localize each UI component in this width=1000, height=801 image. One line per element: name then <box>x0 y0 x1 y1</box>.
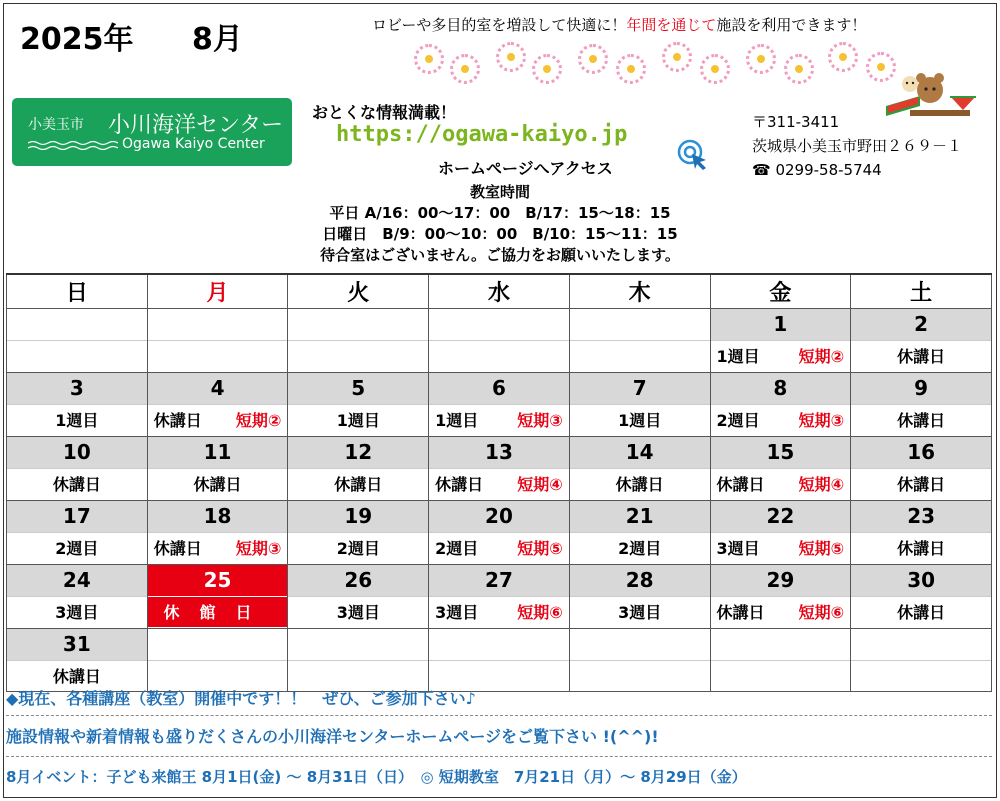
day-note: 2週目 <box>570 532 710 563</box>
day-note <box>429 532 569 563</box>
website-link[interactable]: https://ogawa-kaiyo.jp <box>336 122 628 147</box>
calendar-day-cell <box>288 564 429 628</box>
calendar-day-cell <box>147 308 288 372</box>
calendar-week-row <box>7 628 992 691</box>
promo-text: おとくな情報満載！ <box>312 103 457 122</box>
day-note <box>429 468 569 499</box>
day-note: 休館日 <box>148 596 288 627</box>
calendar-day-cell <box>288 500 429 564</box>
day-number <box>851 629 991 660</box>
day-note: 休講日 <box>851 532 991 563</box>
day-number: 11 <box>148 437 288 468</box>
day-note: 休講日 <box>288 468 428 499</box>
day-number: 3 <box>7 373 147 404</box>
class-status: 3週目 <box>716 538 760 558</box>
short-course-label: 短期③ <box>235 538 282 558</box>
hours-notice: 待合室はございません。ご協力をお願いいたします。 <box>320 246 680 264</box>
day-note: 1週目 <box>288 404 428 435</box>
day-note <box>148 532 288 563</box>
class-status: 休講日 <box>716 602 765 622</box>
short-course-label: 短期⑥ <box>798 602 845 622</box>
logo-city: 小美玉市 <box>28 117 84 133</box>
month-label: 8月 <box>192 22 243 57</box>
day-number: 24 <box>7 565 147 596</box>
short-course-label: 短期③ <box>798 410 845 430</box>
address-block <box>752 110 962 182</box>
day-note <box>148 404 288 435</box>
day-number: 12 <box>288 437 428 468</box>
calendar-day-cell <box>710 628 851 691</box>
firework-icon <box>662 42 692 72</box>
calendar-day-cell <box>710 436 851 500</box>
calendar-day-cell <box>288 372 429 436</box>
calendar-week-row <box>7 564 992 628</box>
street-address: 茨城県小美玉市野田２６９－１ <box>752 137 963 155</box>
calendar-day-cell <box>710 308 851 372</box>
day-number <box>570 629 710 660</box>
day-number: 14 <box>570 437 710 468</box>
class-status: 2週目 <box>716 410 760 430</box>
day-note <box>711 596 851 627</box>
day-note: 休講日 <box>851 596 991 627</box>
firework-icon <box>578 44 608 74</box>
calendar-day-cell <box>851 628 992 691</box>
day-number: 6 <box>429 373 569 404</box>
firework-icon <box>532 54 562 84</box>
day-note <box>711 340 851 371</box>
calendar-day-cell <box>147 436 288 500</box>
short-course-label: 短期⑤ <box>798 538 845 558</box>
logo-name: 小川海洋センター <box>108 113 284 138</box>
day-note <box>288 340 428 371</box>
footer-announcement: ◆現在、各種講座（教室）開催中です！！ ぜひ、ご参加下さい♪ <box>6 689 476 708</box>
day-number: 8 <box>711 373 851 404</box>
wave-icon <box>28 140 118 150</box>
day-number: 4 <box>148 373 288 404</box>
weekday-header: 火 <box>288 274 429 308</box>
tagline-post: 施設を利用できます！ <box>716 16 867 34</box>
calendar-day-cell <box>569 372 710 436</box>
calendar-day-cell <box>710 564 851 628</box>
click-cursor-icon <box>676 138 710 172</box>
day-number <box>288 629 428 660</box>
calendar-day-cell <box>429 564 570 628</box>
hours-title: 教室時間 <box>469 183 530 201</box>
weekday-header: 水 <box>429 274 570 308</box>
day-number: 28 <box>570 565 710 596</box>
day-number: 9 <box>851 373 991 404</box>
calendar-day-cell <box>7 628 148 691</box>
calendar-day-cell <box>429 628 570 691</box>
calendar-day-cell <box>288 436 429 500</box>
day-number: 21 <box>570 501 710 532</box>
day-note: 休講日 <box>7 660 147 691</box>
tagline-pre: ロビーや多目的室を増設して快適に！ <box>372 16 627 34</box>
day-number <box>148 629 288 660</box>
day-number: 17 <box>7 501 147 532</box>
calendar-day-cell <box>851 436 992 500</box>
divider <box>6 756 992 757</box>
class-status: 休講日 <box>153 410 202 430</box>
calendar-day-cell <box>710 372 851 436</box>
day-number: 2 <box>851 309 991 340</box>
day-note: 2週目 <box>7 532 147 563</box>
day-number: 27 <box>429 565 569 596</box>
day-note: 1週目 <box>570 404 710 435</box>
class-hours <box>260 182 740 266</box>
day-note: 休講日 <box>148 468 288 499</box>
day-number: 25 <box>148 565 288 596</box>
calendar-day-cell <box>569 564 710 628</box>
homepage-access-text: ホームページへアクセス <box>438 159 613 178</box>
day-note: 休講日 <box>851 340 991 371</box>
tagline <box>372 14 866 35</box>
calendar-day-cell <box>710 500 851 564</box>
firework-icon <box>414 44 444 74</box>
fireworks-decoration <box>410 40 900 88</box>
weekday-header: 月 <box>147 274 288 308</box>
day-number: 7 <box>570 373 710 404</box>
day-note: 休講日 <box>570 468 710 499</box>
day-number: 1 <box>711 309 851 340</box>
day-note <box>148 340 288 371</box>
day-number <box>711 629 851 660</box>
weekday-header: 土 <box>851 274 992 308</box>
calendar-week-row <box>7 372 992 436</box>
calendar-day-cell <box>7 308 148 372</box>
tagline-red: 年間を通じて <box>626 16 717 34</box>
weekday-header: 日 <box>7 274 148 308</box>
center-logo <box>12 98 292 166</box>
hours-weekday: 平日 A/16：00〜17：00 B/17：15〜18：15 <box>329 204 671 222</box>
calendar-day-cell <box>288 628 429 691</box>
calendar-day-cell <box>7 436 148 500</box>
calendar-day-cell <box>147 564 288 628</box>
day-number <box>7 309 147 340</box>
day-note: 休講日 <box>851 404 991 435</box>
calendar-day-cell <box>429 436 570 500</box>
day-note <box>570 340 710 371</box>
calendar-day-cell <box>147 372 288 436</box>
logo-english-name: Ogawa Kaiyo Center <box>122 136 265 152</box>
calendar-day-cell <box>7 564 148 628</box>
day-note: 3週目 <box>7 596 147 627</box>
firework-icon <box>616 54 646 84</box>
day-note <box>711 404 851 435</box>
short-course-label: 短期④ <box>798 474 845 494</box>
class-status: 1週目 <box>716 346 760 366</box>
calendar-day-cell <box>569 436 710 500</box>
day-number <box>148 309 288 340</box>
short-course-label: 短期⑤ <box>517 538 563 558</box>
calendar-day-cell <box>569 308 710 372</box>
calendar-day-cell <box>7 500 148 564</box>
short-course-label: 短期② <box>798 346 845 366</box>
calendar-week-row <box>7 308 992 372</box>
day-number <box>429 309 569 340</box>
day-number: 10 <box>7 437 147 468</box>
day-number: 23 <box>851 501 991 532</box>
class-status: 休講日 <box>435 474 484 494</box>
day-note: 3週目 <box>570 596 710 627</box>
calendar-week-row <box>7 436 992 500</box>
day-note <box>7 340 147 371</box>
day-number <box>429 629 569 660</box>
calendar-day-cell <box>147 628 288 691</box>
year-label: 2025年 <box>20 22 134 57</box>
day-note <box>711 468 851 499</box>
footer-homepage-note: 施設情報や新着情報も盛りだくさんの小川海洋センターホームページをご覧下さい !(^^)! <box>6 727 659 746</box>
day-number: 19 <box>288 501 428 532</box>
calendar-table <box>6 273 992 692</box>
day-number <box>570 309 710 340</box>
calendar-day-cell <box>429 500 570 564</box>
weekday-header: 木 <box>569 274 710 308</box>
day-number: 20 <box>429 501 569 532</box>
class-status: 休講日 <box>716 474 765 494</box>
day-note <box>429 596 569 627</box>
short-course-label: 短期⑥ <box>517 602 563 622</box>
day-note <box>429 340 569 371</box>
day-number: 22 <box>711 501 851 532</box>
firework-icon <box>450 54 480 84</box>
calendar-day-cell <box>851 500 992 564</box>
calendar-day-cell <box>569 500 710 564</box>
footer-events: 8月イベント：子ども来館王 8月1日(金) 〜 8月31日（日） ◎ 短期教室 7月21日（月）〜 8月29日（金） <box>6 768 747 786</box>
firework-icon <box>496 42 526 72</box>
divider <box>6 715 992 716</box>
day-note <box>711 532 851 563</box>
day-note: 1週目 <box>7 404 147 435</box>
class-status: 3週目 <box>435 602 479 622</box>
calendar-day-cell <box>7 372 148 436</box>
calendar-week-row <box>7 500 992 564</box>
firework-icon <box>746 44 776 74</box>
phone-number: ☎ 0299-58-5744 <box>752 161 882 179</box>
day-number <box>288 309 428 340</box>
day-number: 26 <box>288 565 428 596</box>
day-number: 29 <box>711 565 851 596</box>
class-status: 休講日 <box>153 538 202 558</box>
day-note: 休講日 <box>851 468 991 499</box>
weekday-header: 金 <box>710 274 851 308</box>
class-status: 2週目 <box>435 538 479 558</box>
day-note <box>429 404 569 435</box>
day-number: 30 <box>851 565 991 596</box>
class-status: 1週目 <box>435 410 479 430</box>
hours-sunday: 日曜日 B/9：00〜10：00 B/10：15〜11：15 <box>322 225 678 243</box>
firework-icon <box>700 54 730 84</box>
calendar-day-cell <box>569 628 710 691</box>
day-number: 5 <box>288 373 428 404</box>
day-note: 3週目 <box>288 596 428 627</box>
short-course-label: 短期② <box>235 410 282 430</box>
calendar-day-cell <box>851 372 992 436</box>
day-number: 13 <box>429 437 569 468</box>
short-course-label: 短期③ <box>517 410 563 430</box>
day-number: 31 <box>7 629 147 660</box>
day-number: 15 <box>711 437 851 468</box>
day-note: 2週目 <box>288 532 428 563</box>
calendar-day-cell <box>851 564 992 628</box>
firework-icon <box>828 42 858 72</box>
firework-icon <box>784 54 814 84</box>
calendar-day-cell <box>429 372 570 436</box>
postal-code: 〒311-3411 <box>752 113 840 131</box>
day-number: 16 <box>851 437 991 468</box>
calendar-day-cell <box>429 308 570 372</box>
day-number: 18 <box>148 501 288 532</box>
day-note: 休講日 <box>7 468 147 499</box>
calendar-day-cell <box>147 500 288 564</box>
calendar-day-cell <box>288 308 429 372</box>
calendar-day-cell <box>851 308 992 372</box>
short-course-label: 短期④ <box>517 474 563 494</box>
